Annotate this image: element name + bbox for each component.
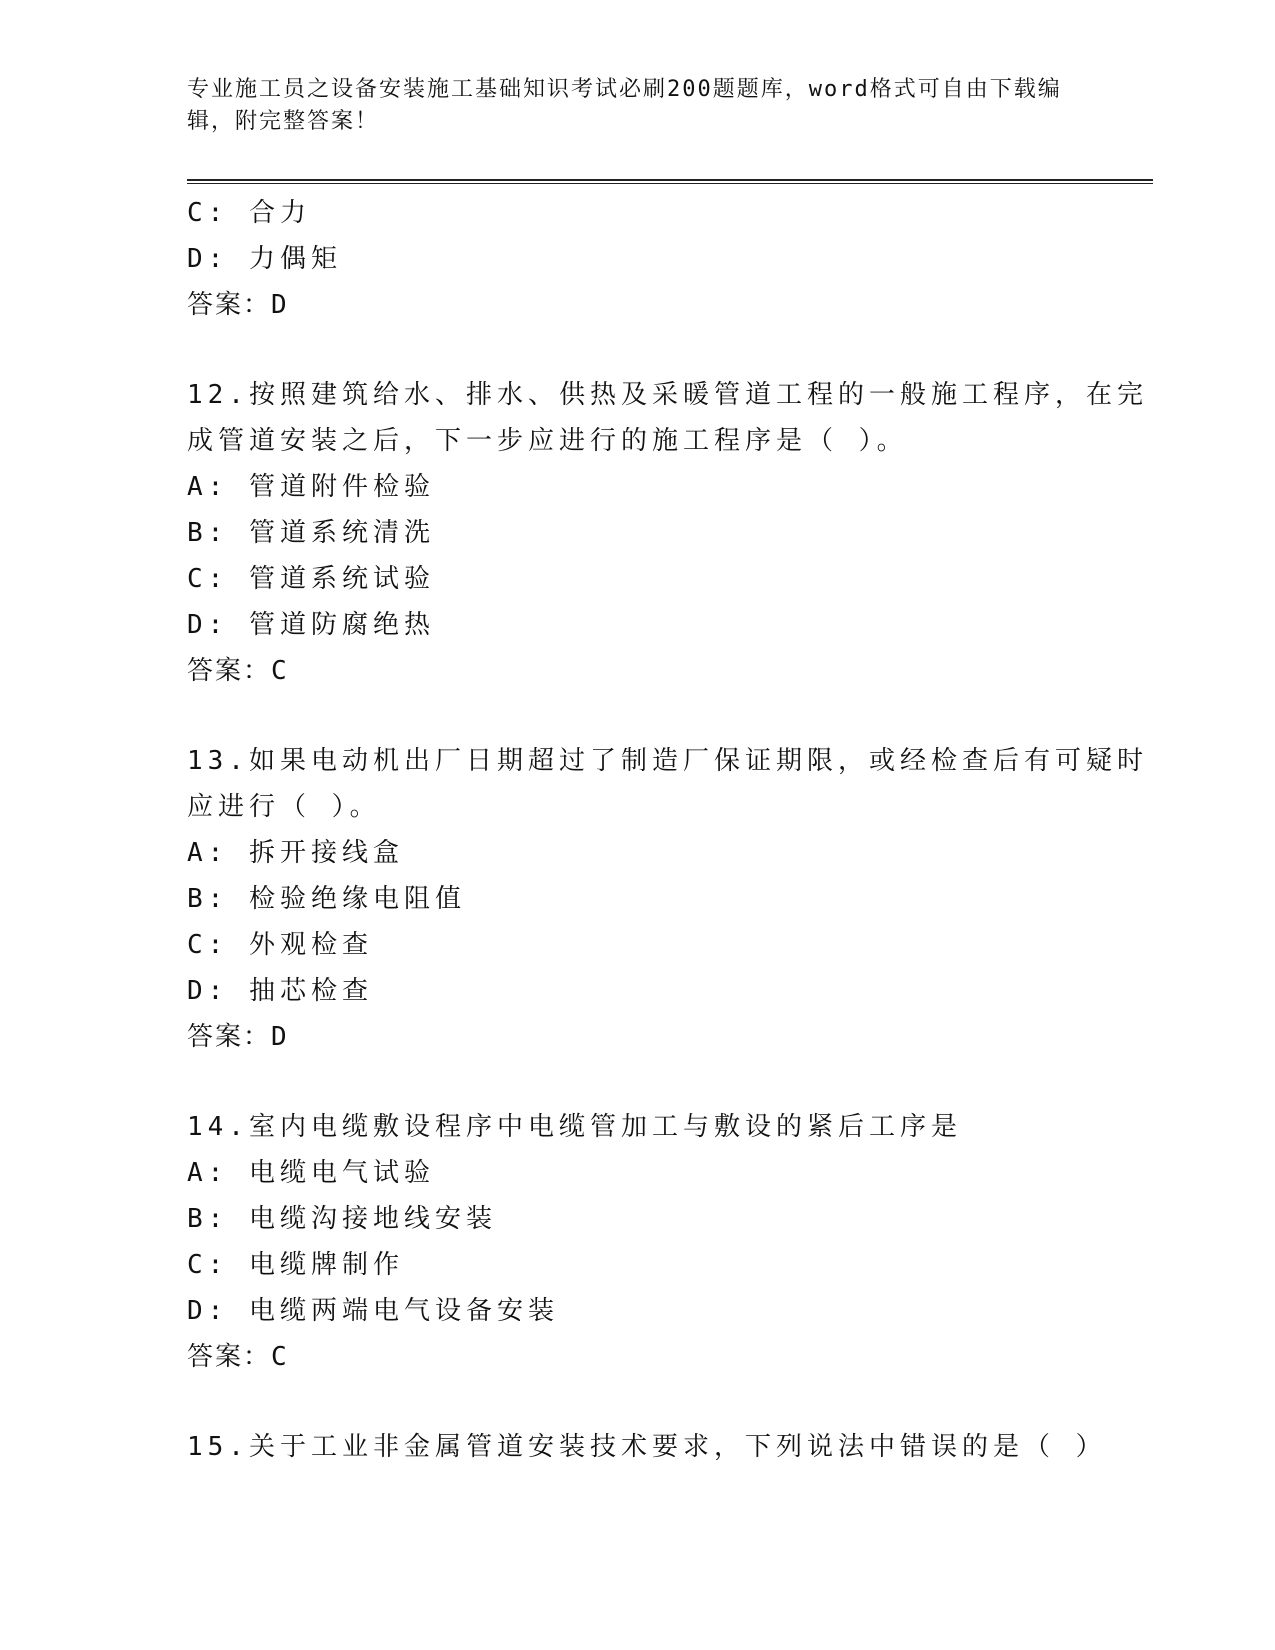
question-text: 15.关于工业非金属管道安装技术要求，下列说法中错误的是（ ） bbox=[187, 1432, 1107, 1462]
option-b: B: 电缆沟接地线安装 bbox=[187, 1204, 497, 1234]
question-12 bbox=[187, 372, 1148, 694]
option-d: D: 抽芯检查 bbox=[187, 976, 373, 1006]
spacer bbox=[187, 1380, 1087, 1424]
option-c: C: 外观检查 bbox=[187, 930, 373, 960]
spacer bbox=[187, 1060, 1087, 1104]
option-d: D: 管道防腐绝热 bbox=[187, 610, 435, 640]
question-text: 12.按照建筑给水、排水、供热及采暖管道工程的一般施工程序，在完 bbox=[187, 380, 1148, 410]
option-c: C: 电缆牌制作 bbox=[187, 1250, 404, 1280]
option-b: B: 管道系统清洗 bbox=[187, 518, 435, 548]
header-title: 专业施工员之设备安装施工基础知识考试必刷200题题库，word格式可自由下载编辑，附完整答案！ bbox=[187, 77, 1062, 134]
spacer bbox=[187, 328, 1087, 372]
question-15 bbox=[187, 1424, 1107, 1470]
answer: 答案：C bbox=[187, 1342, 289, 1372]
previous-question-tail bbox=[187, 190, 1087, 328]
answer: 答案：C bbox=[187, 656, 289, 686]
option-b: B: 检验绝缘电阻值 bbox=[187, 884, 466, 914]
option-c: C: 管道系统试验 bbox=[187, 564, 435, 594]
option-c: C: 合力 bbox=[187, 198, 311, 228]
question-text: 成管道安装之后，下一步应进行的施工程序是（ ）。 bbox=[187, 426, 908, 456]
header-rule-bottom bbox=[187, 183, 1153, 184]
option-d: D: 力偶矩 bbox=[187, 244, 342, 274]
header-rule-top bbox=[187, 179, 1153, 181]
option-a: A: 电缆电气试验 bbox=[187, 1158, 435, 1188]
option-a: A: 管道附件检验 bbox=[187, 472, 435, 502]
option-d: D: 电缆两端电气设备安装 bbox=[187, 1296, 559, 1326]
answer: 答案：D bbox=[187, 1022, 289, 1052]
question-text: 13.如果电动机出厂日期超过了制造厂保证期限，或经检查后有可疑时 bbox=[187, 746, 1148, 776]
answer: 答案：D bbox=[187, 290, 289, 320]
question-text: 应进行（ ）。 bbox=[187, 792, 381, 822]
question-text: 14.室内电缆敷设程序中电缆管加工与敷设的紧后工序是 bbox=[187, 1112, 962, 1142]
option-a: A: 拆开接线盒 bbox=[187, 838, 404, 868]
spacer bbox=[187, 694, 1087, 738]
question-14 bbox=[187, 1104, 1087, 1380]
page-header bbox=[187, 74, 1087, 138]
question-list bbox=[187, 190, 1148, 1470]
question-13 bbox=[187, 738, 1148, 1060]
